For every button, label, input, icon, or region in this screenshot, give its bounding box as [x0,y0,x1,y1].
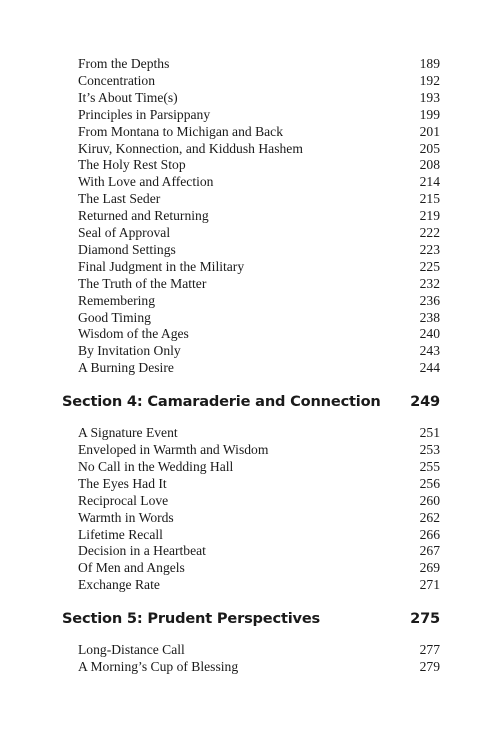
toc-entry-page: 236 [419,292,440,308]
toc-entry-page: 222 [419,225,440,240]
toc-entry-page: 271 [419,577,440,593]
section-heading [62,609,440,629]
toc-entry [78,424,440,441]
toc-entry-title: Wisdom of the Ages [78,326,189,342]
toc-entry-page: 193 [419,89,440,105]
toc-entry [78,72,440,89]
toc-entry [78,559,440,576]
toc-entry-title: Reciprocal Love [78,492,169,508]
toc-entry [78,156,440,173]
toc-entry-page: 269 [419,560,440,576]
toc-entry [78,55,440,72]
toc-entry-page: 238 [419,309,440,325]
toc-entry-page: 189 [419,56,440,71]
toc-entry-title: Final Judgment in the Military [78,258,245,274]
toc-entry [78,190,440,207]
toc-entry-title: With Love and Affection [78,174,214,190]
toc-entry-page: 267 [419,543,440,559]
toc-entry [78,458,440,475]
section-heading-title: Section 5: Prudent Perspectives [62,610,321,628]
toc-entry [78,258,440,275]
toc-entry-title: Seal of Approval [78,225,171,240]
toc-entry-title: Returned and Returning [78,208,209,224]
toc-entry-title: Warmth in Words [78,509,174,525]
toc-entry-page: 253 [419,442,440,457]
toc-entry [78,173,440,190]
toc-entry-title: From Montana to Michigan and Back [78,123,284,139]
toc-entry-page: 214 [419,174,440,190]
toc-entry-page: 266 [419,526,440,542]
toc-entry-page: 251 [419,425,440,441]
toc-entry-page: 244 [419,360,440,376]
toc-entry-title: Principles in Parsippany [78,106,211,122]
toc-entry-page: 192 [419,72,440,88]
toc-entry [78,441,440,458]
toc-entry [78,309,440,326]
toc-entry [78,207,440,224]
toc-entry-page: 279 [419,659,440,674]
toc-entry-page: 232 [419,275,440,291]
toc-entry-title: Good Timing [78,309,151,325]
toc-entry [78,123,440,140]
toc-entry-page: 205 [419,140,440,156]
toc-entry-title: Long-Distance Call [78,642,185,658]
toc-entry-title: The Holy Rest Stop [78,157,186,173]
section-heading-page: 249 [410,393,440,411]
toc-entry-page: 262 [419,509,440,525]
toc-entry-page: 225 [419,258,440,274]
toc-entry [78,542,440,559]
toc-entry [78,641,440,658]
toc-entry-page: 215 [419,191,440,207]
toc-entry-title: Decision in a Heartbeat [78,543,206,559]
toc-entry-title: Enveloped in Warmth and Wisdom [78,442,269,457]
toc-entry-page: 255 [419,458,440,474]
toc-entry-page: 223 [419,241,440,257]
section-heading-page: 275 [410,610,440,628]
section-heading-title: Section 4: Camaraderie and Connection [62,393,381,411]
toc-entry-page: 240 [419,326,440,342]
toc-entry-page: 219 [419,208,440,224]
toc-entry [78,275,440,292]
toc-entry [78,342,440,359]
toc-entry [78,140,440,157]
toc-entry [78,509,440,526]
toc-entry-title: Kiruv, Konnection, and Kiddush Hashem [78,140,303,156]
toc-entry-page: 208 [419,157,440,173]
toc-entry-title: It’s About Time(s) [78,89,178,105]
toc-entry [78,241,440,258]
toc-entry-title: Lifetime Recall [78,526,163,542]
toc-entry-title: From the Depths [78,56,170,71]
toc-entry-title: A Morning’s Cup of Blessing [78,659,239,674]
toc-entry [78,106,440,123]
section-heading [62,392,440,412]
toc-entry-page: 201 [419,123,440,139]
toc-entry [78,658,440,675]
toc-entry-title: A Signature Event [78,425,178,441]
toc-entry [78,576,440,593]
toc-entry [78,89,440,106]
toc-entry [78,475,440,492]
toc-entry-page: 243 [419,343,440,359]
toc-entry-page: 277 [419,642,440,658]
toc-entry [78,325,440,342]
toc-entry-title: The Truth of the Matter [78,275,207,291]
toc-entry-title: The Eyes Had It [78,475,167,491]
toc-entry-title: No Call in the Wedding Hall [78,458,234,474]
toc-entry-title: By Invitation Only [78,343,181,359]
toc-entry-page: 260 [419,492,440,508]
toc-entry-page: 256 [419,475,440,491]
toc-entry-title: Of Men and Angels [78,560,185,576]
toc-entry [78,292,440,309]
toc-entry-page: 199 [419,106,440,122]
toc-entry-title: The Last Seder [78,191,161,207]
toc-entry-title: Diamond Settings [78,241,176,257]
toc-entry [78,526,440,543]
toc-entry-title: Exchange Rate [78,577,160,593]
toc-entry-title: Remembering [78,292,156,308]
toc-entry-title: Concentration [78,72,156,88]
toc-entry-title: A Burning Desire [78,360,174,376]
toc-entry [78,359,440,376]
toc-entry [78,224,440,241]
toc-entry [78,492,440,509]
